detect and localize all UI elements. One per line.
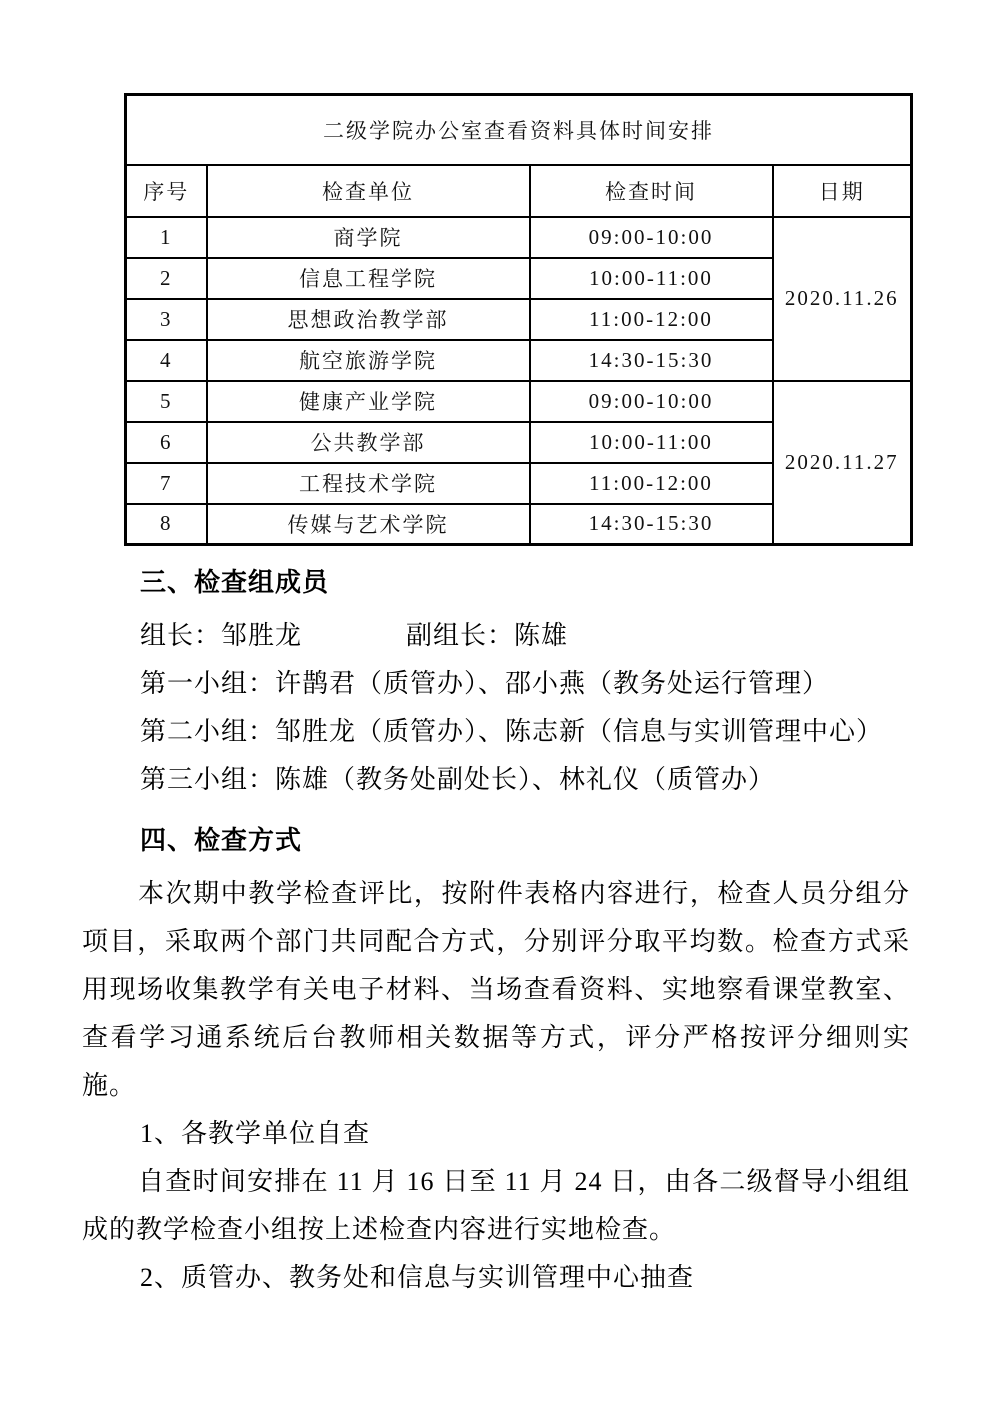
cell-time: 10:00-11:00 bbox=[530, 422, 773, 463]
cell-unit: 信息工程学院 bbox=[207, 258, 530, 299]
section-heading-members: 三、检查组成员 bbox=[140, 567, 330, 597]
header-date: 日期 bbox=[773, 165, 912, 217]
cell-date-group2: 2020.11.27 bbox=[773, 381, 912, 545]
table-title: 二级学院办公室查看资料具体时间安排 bbox=[126, 95, 912, 165]
header-unit: 检查单位 bbox=[207, 165, 530, 217]
cell-no: 2 bbox=[126, 258, 207, 299]
cell-unit: 公共教学部 bbox=[207, 422, 530, 463]
cell-no: 5 bbox=[126, 381, 207, 422]
section-heading-method: 四、检查方式 bbox=[140, 825, 303, 855]
cell-time: 09:00-10:00 bbox=[530, 217, 773, 258]
cell-no: 7 bbox=[126, 463, 207, 504]
table-row bbox=[126, 217, 912, 258]
members-group2-line: 第二小组：邹胜龙（质管办）、陈志新（信息与实训管理中心） bbox=[140, 717, 884, 746]
table-row bbox=[126, 381, 912, 422]
cell-no: 6 bbox=[126, 422, 207, 463]
cell-time: 14:30-15:30 bbox=[530, 504, 773, 545]
method-paragraph: 本次期中教学检查评比，按附件表格内容进行，检查人员分组分项目，采取两个部门共同配合方式，分别评分取平均数。检查方式采用现场收集教学有关电子材料、当场查看资料、实地察看课堂教室、查看学习通系统后台教师相关数据等方式，评分严格按评分细则实施。 bbox=[82, 879, 910, 1100]
cell-time: 11:00-12:00 bbox=[530, 463, 773, 504]
members-group1-line: 第一小组：许鹊君（质管办）、邵小燕（教务处运行管理） bbox=[140, 669, 830, 698]
members-group3-line: 第三小组：陈雄（教务处副处长）、林礼仪（质管办） bbox=[140, 765, 776, 794]
deputy-leader-text: 副组长：陈雄 bbox=[406, 621, 569, 650]
cell-unit: 工程技术学院 bbox=[207, 463, 530, 504]
header-time: 检查时间 bbox=[530, 165, 773, 217]
schedule-table bbox=[124, 93, 913, 546]
leader-text: 组长：邹胜龙 bbox=[140, 621, 303, 650]
cell-unit: 航空旅游学院 bbox=[207, 340, 530, 381]
cell-unit: 健康产业学院 bbox=[207, 381, 530, 422]
cell-time: 10:00-11:00 bbox=[530, 258, 773, 299]
cell-unit: 传媒与艺术学院 bbox=[207, 504, 530, 545]
cell-unit: 商学院 bbox=[207, 217, 530, 258]
cell-no: 4 bbox=[126, 340, 207, 381]
method-item2: 2、质管办、教务处和信息与实训管理中心抽查 bbox=[140, 1263, 695, 1292]
method-item1: 1、各教学单位自查 bbox=[140, 1119, 371, 1148]
cell-no: 8 bbox=[126, 504, 207, 545]
table-title-row bbox=[126, 95, 912, 165]
cell-unit: 思想政治教学部 bbox=[207, 299, 530, 340]
cell-date-group1: 2020.11.26 bbox=[773, 217, 912, 381]
self-check-paragraph: 自查时间安排在 11 月 16 日至 11 月 24 日，由各二级督导小组组成的教学检查小组按上述检查内容进行实地检查。 bbox=[82, 1167, 910, 1244]
table-header-row bbox=[126, 165, 912, 217]
cell-no: 1 bbox=[126, 217, 207, 258]
cell-no: 3 bbox=[126, 299, 207, 340]
members-leader-line bbox=[140, 612, 910, 660]
header-no: 序号 bbox=[126, 165, 207, 217]
cell-time: 11:00-12:00 bbox=[530, 299, 773, 340]
cell-time: 14:30-15:30 bbox=[530, 340, 773, 381]
cell-time: 09:00-10:00 bbox=[530, 381, 773, 422]
